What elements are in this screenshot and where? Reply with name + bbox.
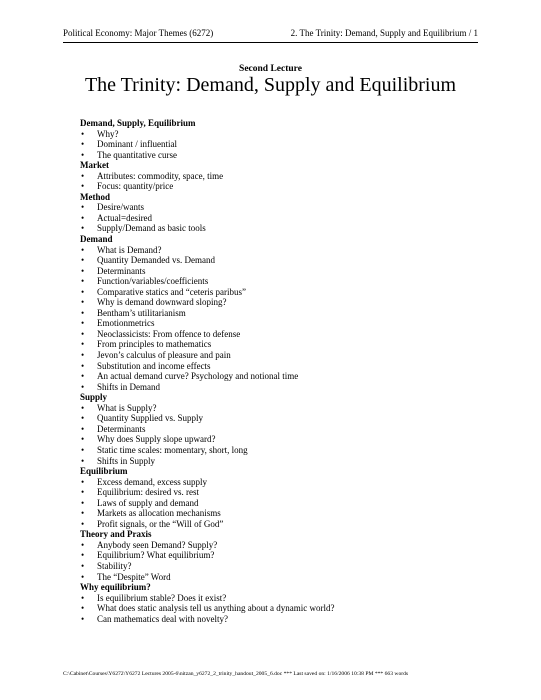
bullet-list xyxy=(80,593,480,625)
bullet-list xyxy=(80,540,480,582)
bullet-list xyxy=(80,403,480,466)
outline-section xyxy=(80,466,480,529)
list-item: • Why is demand downward sloping? xyxy=(80,297,480,308)
list-item: • Neoclassicists: From offence to defense xyxy=(80,329,480,340)
outline-section xyxy=(80,392,480,466)
list-item: • Emotionmetrics xyxy=(80,318,480,329)
list-item: • Attributes: commodity, space, time xyxy=(80,171,480,182)
outline-content xyxy=(80,118,480,624)
list-item: • Laws of supply and demand xyxy=(80,498,480,509)
section-heading: Method xyxy=(80,191,110,202)
list-item: • Supply/Demand as basic tools xyxy=(80,223,480,234)
list-item: • Shifts in Demand xyxy=(80,382,480,393)
list-item: • What is Demand? xyxy=(80,245,480,256)
list-item: • Substitution and income effects xyxy=(80,361,480,372)
list-item: • Quantity Demanded vs. Demand xyxy=(80,255,480,266)
outline-section xyxy=(80,192,480,234)
list-item: • The quantitative curse xyxy=(80,150,480,161)
bullet-list xyxy=(80,129,480,161)
bullet-list xyxy=(80,202,480,234)
list-item: • Static time scales: momentary, short, long xyxy=(80,445,480,456)
list-item: • Profit signals, or the “Will of God” xyxy=(80,519,480,530)
section-heading: Market xyxy=(80,160,109,171)
bullet-list xyxy=(80,171,480,192)
section-heading: Demand xyxy=(80,234,113,245)
outline-section xyxy=(80,529,480,582)
list-item: • An actual demand curve? Psychology and notional time xyxy=(80,371,480,382)
list-item: • The “Despite” Word xyxy=(80,572,480,583)
list-item: • Is equilibrium stable? Does it exist? xyxy=(80,593,480,604)
list-item: • Anybody seen Demand? Supply? xyxy=(80,540,480,551)
bullet-list xyxy=(80,245,480,393)
list-item: • Actual=desired xyxy=(80,213,480,224)
outline-section xyxy=(80,118,480,160)
list-item: • Quantity Supplied vs. Supply xyxy=(80,413,480,424)
list-item: • What does static analysis tell us anything about a dynamic world? xyxy=(80,603,480,614)
list-item: • Why does Supply slope upward? xyxy=(80,434,480,445)
running-header xyxy=(63,28,478,43)
list-item: • Can mathematics deal with novelty? xyxy=(80,614,480,625)
list-item: • Determinants xyxy=(80,424,480,435)
page-title: The Trinity: Demand, Supply and Equilibrium xyxy=(84,74,457,96)
list-item: • Desire/wants xyxy=(80,202,480,213)
section-heading: Demand, Supply, Equilibrium xyxy=(80,118,196,128)
file-path-footer: C:\Cabinet\Courses\Y6272\Y6272 Lectures 2005-6\nitzan_y6272_2_trinity_handout_2005_6.doc *** Last saved on: 1/16/2006 10:38 PM *** 663 words xyxy=(63,671,409,677)
outline-section xyxy=(80,160,480,192)
list-item: • Jevon’s calculus of pleasure and pain xyxy=(80,350,480,361)
list-item: • Why? xyxy=(80,129,480,140)
lecture-number: Second Lecture xyxy=(239,64,302,74)
list-item: • Excess demand, excess supply xyxy=(80,477,480,488)
list-item: • Function/variables/coefficients xyxy=(80,276,480,287)
header-course: Political Economy: Major Themes (6272) xyxy=(63,28,214,38)
list-item: • From principles to mathematics xyxy=(80,339,480,350)
outline-section xyxy=(80,234,480,392)
section-heading: Theory and Praxis xyxy=(80,529,152,540)
list-item: • Comparative statics and “ceteris paribus” xyxy=(80,287,480,298)
list-item: • Focus: quantity/price xyxy=(80,181,480,192)
list-item: • Markets as allocation mechanisms xyxy=(80,508,480,519)
list-item: • What is Supply? xyxy=(80,403,480,414)
section-heading: Why equilibrium? xyxy=(80,582,151,593)
bullet-list xyxy=(80,477,480,530)
section-heading: Equilibrium xyxy=(80,466,128,477)
list-item: • Equilibrium: desired vs. rest xyxy=(80,487,480,498)
list-item: • Dominant / influential xyxy=(80,139,480,150)
list-item: • Shifts in Supply xyxy=(80,456,480,467)
list-item: • Equilibrium? What equilibrium? xyxy=(80,550,480,561)
section-heading: Supply xyxy=(80,392,108,403)
outline-section xyxy=(80,582,480,624)
list-item: • Stability? xyxy=(80,561,480,572)
list-item: • Bentham’s utilitarianism xyxy=(80,308,480,319)
list-item: • Determinants xyxy=(80,266,480,277)
header-page-ref: 2. The Trinity: Demand, Supply and Equilibrium / 1 xyxy=(290,28,478,38)
